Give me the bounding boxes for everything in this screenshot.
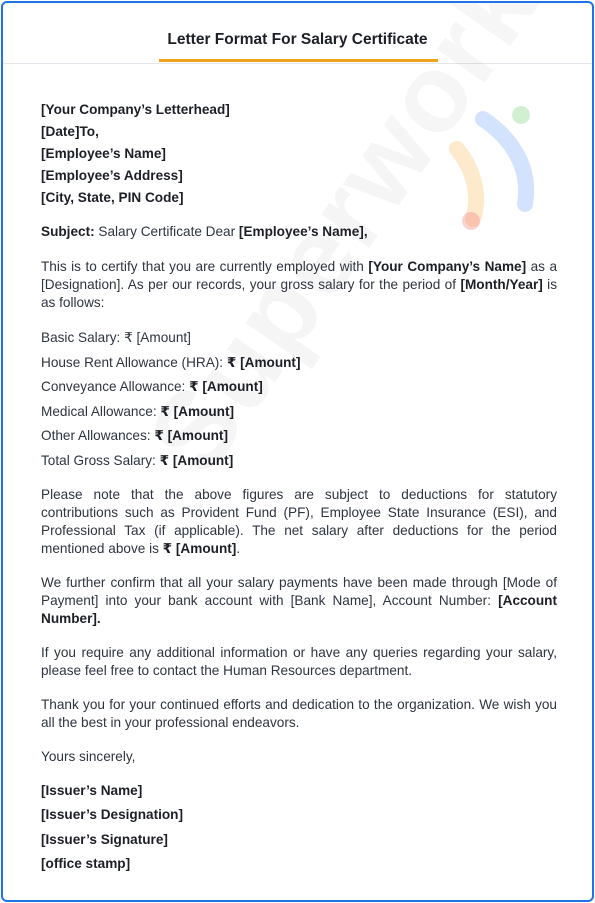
issuer-signature: [Issuer’s Signature] bbox=[41, 831, 168, 847]
subject-line bbox=[41, 223, 557, 241]
salary-item-total bbox=[41, 452, 557, 477]
intro-paragraph bbox=[41, 258, 557, 312]
document-frame bbox=[1, 1, 594, 902]
thanks-paragraph: Thank you for your continued efforts and dedication to the organization. We wish you all the best in your professional endeavors. bbox=[41, 696, 557, 730]
confirmation-text: We further confirm that all your salary payments have been made through [Mode of Payment] into your bank account with [Bank Name], Account Number: bbox=[41, 574, 557, 608]
intro-text-3: is as follows: bbox=[41, 277, 557, 310]
city-state-pin-line: [City, State, PIN Code] bbox=[41, 190, 184, 205]
subject-employee-name: [Employee’s Name], bbox=[238, 224, 368, 239]
intro-company-name: [Your Company’s Name] bbox=[368, 259, 527, 274]
company-letterhead: [Your Company’s Letterhead] bbox=[41, 102, 230, 117]
issuer-designation: [Issuer’s Designation] bbox=[41, 807, 184, 823]
salary-item-amount: ₹ [Amount] bbox=[189, 379, 263, 395]
date-to-line: [Date]To, bbox=[41, 124, 99, 139]
letter-header-block bbox=[41, 101, 557, 211]
salary-item-amount: ₹ [Amount] bbox=[154, 428, 228, 444]
salary-item-label: Conveyance Allowance: bbox=[41, 379, 190, 395]
salary-item-other bbox=[41, 427, 557, 452]
net-salary-amount: ₹ [Amount] bbox=[162, 540, 237, 556]
salary-item-label: Medical Allowance: bbox=[41, 403, 161, 419]
queries-paragraph: If you require any additional information or have any queries regarding your salary, please feel free to contact the Human Resources department. bbox=[41, 644, 557, 678]
office-stamp: [office stamp] bbox=[41, 856, 131, 872]
closing-line: Yours sincerely, bbox=[41, 748, 136, 764]
employee-address-line: [Employee’s Address] bbox=[41, 168, 183, 183]
letter-body bbox=[41, 101, 557, 880]
salary-item-label: Other Allowances: bbox=[41, 428, 155, 444]
salary-item-basic bbox=[41, 329, 557, 354]
intro-text-2: as a [Designation]. As per our records, your gross salary for the period of bbox=[41, 259, 557, 292]
deductions-paragraph bbox=[41, 486, 557, 558]
deductions-text-end: . bbox=[236, 540, 241, 556]
employee-name-line: [Employee’s Name] bbox=[41, 146, 166, 161]
account-number: [Account Number]. bbox=[41, 592, 557, 626]
salary-item-amount: ₹ [Amount] bbox=[226, 354, 301, 370]
signature-block bbox=[41, 782, 557, 880]
issuer-name: [Issuer’s Name] bbox=[41, 782, 143, 798]
salary-item-medical bbox=[41, 403, 557, 428]
salary-item-hra bbox=[41, 354, 557, 379]
page-title: Letter Format For Salary Certificate bbox=[167, 31, 428, 48]
salary-item-label: Basic Salary: bbox=[41, 330, 125, 345]
subject-text: Salary Certificate Dear bbox=[94, 224, 239, 239]
salary-item-amount: ₹ [Amount] bbox=[160, 403, 235, 419]
salary-item-amount: ₹ [Amount] bbox=[159, 452, 234, 468]
intro-period: [Month/Year] bbox=[460, 277, 543, 292]
salary-item-conveyance bbox=[41, 378, 557, 403]
salary-item-label: House Rent Allowance (HRA): bbox=[41, 354, 227, 370]
salary-breakdown-list bbox=[41, 329, 557, 477]
deductions-text: Please note that the above figures are subject to deductions for statutory contributions such as Provident Fund (PF), Employee State Insurance (ESI), and Professional Tax (if applicable). The net salary after deductions for the period mentioned above is bbox=[41, 486, 557, 556]
intro-text-1: This is to certify that you are currently employed with bbox=[41, 259, 369, 274]
payment-confirmation-paragraph bbox=[41, 574, 557, 628]
salary-item-label: Total Gross Salary: bbox=[41, 452, 160, 468]
subject-label: Subject: bbox=[41, 224, 95, 239]
salary-item-amount: ₹ [Amount] bbox=[124, 330, 191, 345]
